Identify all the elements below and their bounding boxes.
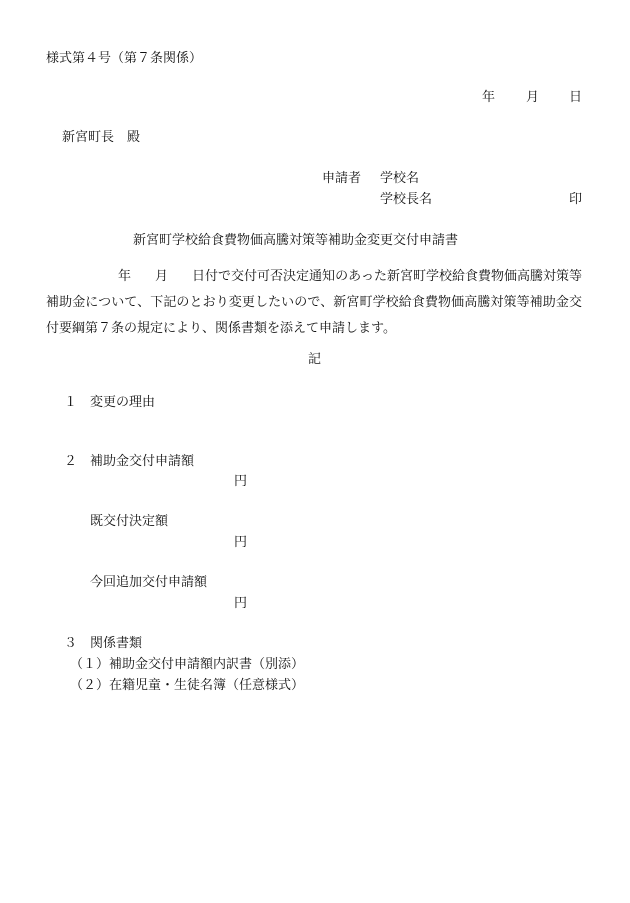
date-day: 日: [569, 90, 583, 105]
date-year: 年: [482, 90, 496, 105]
form-number: 様式第４号（第７条関係）: [46, 51, 203, 66]
body-text: 日付で交付可否決定通知のあった新宮町学校給食費物価高騰対策等補助金について、下記のとおり変更したいので、新宮町学校給食費物価高騰対策等補助金交付要綱第７条の規定により、関係書類を添えて申請します。: [46, 269, 582, 336]
section-3-number: ３: [64, 636, 78, 651]
addressee: 新宮町長 殿: [62, 130, 141, 145]
principal-name-label: 学校長名: [380, 192, 433, 207]
section-2-sub1-label: 既交付決定額: [90, 514, 169, 529]
section-3-label: 関係書類: [90, 636, 143, 651]
section-1-label: 変更の理由: [90, 395, 156, 410]
section-2-number: ２: [64, 454, 78, 469]
section-2-sub2-label: 今回追加交付申請額: [90, 575, 208, 590]
school-name-label: 学校名: [380, 171, 420, 186]
body-paragraph: [46, 264, 582, 342]
ki-heading: 記: [308, 352, 322, 367]
body-year: 年: [118, 269, 132, 284]
section-3-item-2: （２）在籍児童・生徒名簿（任意様式）: [70, 678, 305, 693]
section-2-unit: 円: [234, 474, 248, 489]
applicant-label: 申請者: [322, 171, 362, 186]
seal-mark: 印: [569, 192, 583, 207]
document-title: 新宮町学校給食費物価高騰対策等補助金変更交付申請書: [133, 233, 459, 248]
section-2-sub1-unit: 円: [234, 535, 248, 550]
body-month: 月: [155, 269, 169, 284]
section-3-item-1: （１）補助金交付申請額内訳書（別添）: [70, 657, 305, 672]
date-month: 月: [526, 90, 540, 105]
section-2-sub2-unit: 円: [234, 596, 248, 611]
section-2-label: 補助金交付申請額: [90, 454, 195, 469]
section-1-number: １: [64, 395, 78, 410]
